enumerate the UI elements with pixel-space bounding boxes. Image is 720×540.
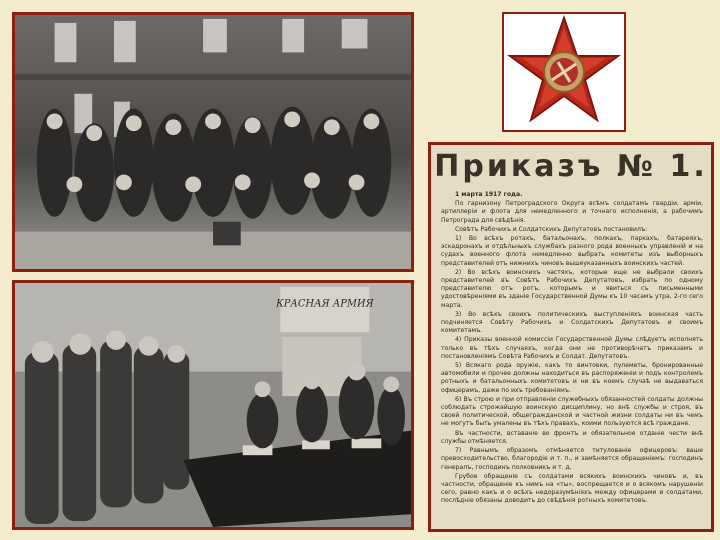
- document-title: Приказъ № 1.: [434, 149, 708, 184]
- document-paragraph: 4) Приказы военной комиссіи Государственной Думы слѣдуетъ исполнять только въ тѣхъ случаяхъ, когда они не противорѣчатъ приказамъ и постановленіямъ Совѣта Рабочихъ и Солдат. Депутатовъ.: [441, 336, 703, 360]
- document-paragraph: Грубое обращеніе съ солдатами всякихъ воинскихъ чиновъ и, въ частности, обращеніе къ нимъ на «ты», воспрещается и о всякомъ нарушеніи сего, равно какъ и о всѣхъ недоразумѣніяхъ между офицерами и солдатами, послѣдніе обязаны доводить до свѣдѣнія ротныхъ комитетовъ.: [441, 472, 703, 505]
- document-paragraph: 3) Во всѣхъ своихъ политическихъ выступленіяхъ воинская часть подчиняется Совѣту Рабочихъ и Солдатскихъ Депутатовъ и своимъ комитетамъ.: [441, 310, 703, 335]
- order-no-1-document: [428, 142, 714, 532]
- red-star-icon: [504, 14, 624, 130]
- document-body: [441, 191, 703, 523]
- document-paragraph: 7) Равнымъ образомъ отмѣняется титулованіе офицеровъ: ваше превосходительство, благородіе и т. п., и замѣняется обращеніемъ: господинъ генералъ, господинъ полковникъ и т. д.: [441, 447, 703, 471]
- document-paragraph: Въ частности, вставаніе во фронтъ и обязательное отданіе чести внѣ службы отмѣняется.: [441, 429, 703, 445]
- document-date: 1 марта 1917 года.: [455, 191, 523, 198]
- soldiers-group-photo-image: [15, 15, 411, 269]
- document-paragraph: 1) Во всѣхъ ротахъ, батальонахъ, полкахъ, паркахъ, батареяхъ, эскадронахъ и отдѣльныхъ службахъ разного рода военныхъ управленій и на судахъ военного флота немедленно выбрать комитеты изъ выборныхъ представителей отъ нижнихъ чиновъ вышеуказанныхъ воинскихъ частей.: [441, 235, 703, 267]
- committee-meeting-photo: [12, 280, 414, 530]
- red-army-banner-text: КРАСНАЯ АРМИЯ: [276, 298, 374, 310]
- document-paragraph: По гарнизону Петроградского Округа всѣмъ солдатамъ гвардіи, арміи, артиллеріи и флота для немедленного и точнаго исполненія, а рабочимъ Петрограда для свѣдѣнія.: [441, 200, 703, 224]
- document-paragraph: 5) Всякаго рода оружіе, какъ то винтовки, пулеметы, бронированные автомобили и прочее должны находиться въ распоряженіи и подъ контролемъ ротныхъ и батальонныхъ комитетовъ и ни въ коемъ случаѣ не выдаваться офицерамъ, даже по ихъ требованіямъ.: [441, 362, 703, 394]
- soldiers-group-photo: [12, 12, 414, 272]
- document-paragraph: 6) Въ строю и при отправленіи служебныхъ обязанностей солдаты должны соблюдать строжайшую воинскую дисциплину, но внѣ службы и строя, въ своей политической, общегражданской и частной жизни солдаты ни въ чемъ не могутъ быть умалены въ тѣхъ правахъ, коими пользуются всѣ граждане.: [441, 395, 703, 428]
- committee-meeting-photo-image: [15, 283, 411, 527]
- red-star-badge-panel: [502, 12, 626, 132]
- document-paragraph: 2) Во всѣхъ воинскихъ частяхъ, которые еще не выбрали своихъ представителей въ Совѣтъ Рабочихъ Депутатовъ, избрать по одному представителю отъ ротъ, которымъ и явиться съ письменными удостовѣреніями въ зданіе Государственной Думы къ 10 часамъ утра, 2-го сего марта.: [441, 268, 703, 309]
- document-paragraph: Совѣтъ Рабочихъ и Солдатскихъ Депутатовъ постановилъ:: [455, 225, 648, 233]
